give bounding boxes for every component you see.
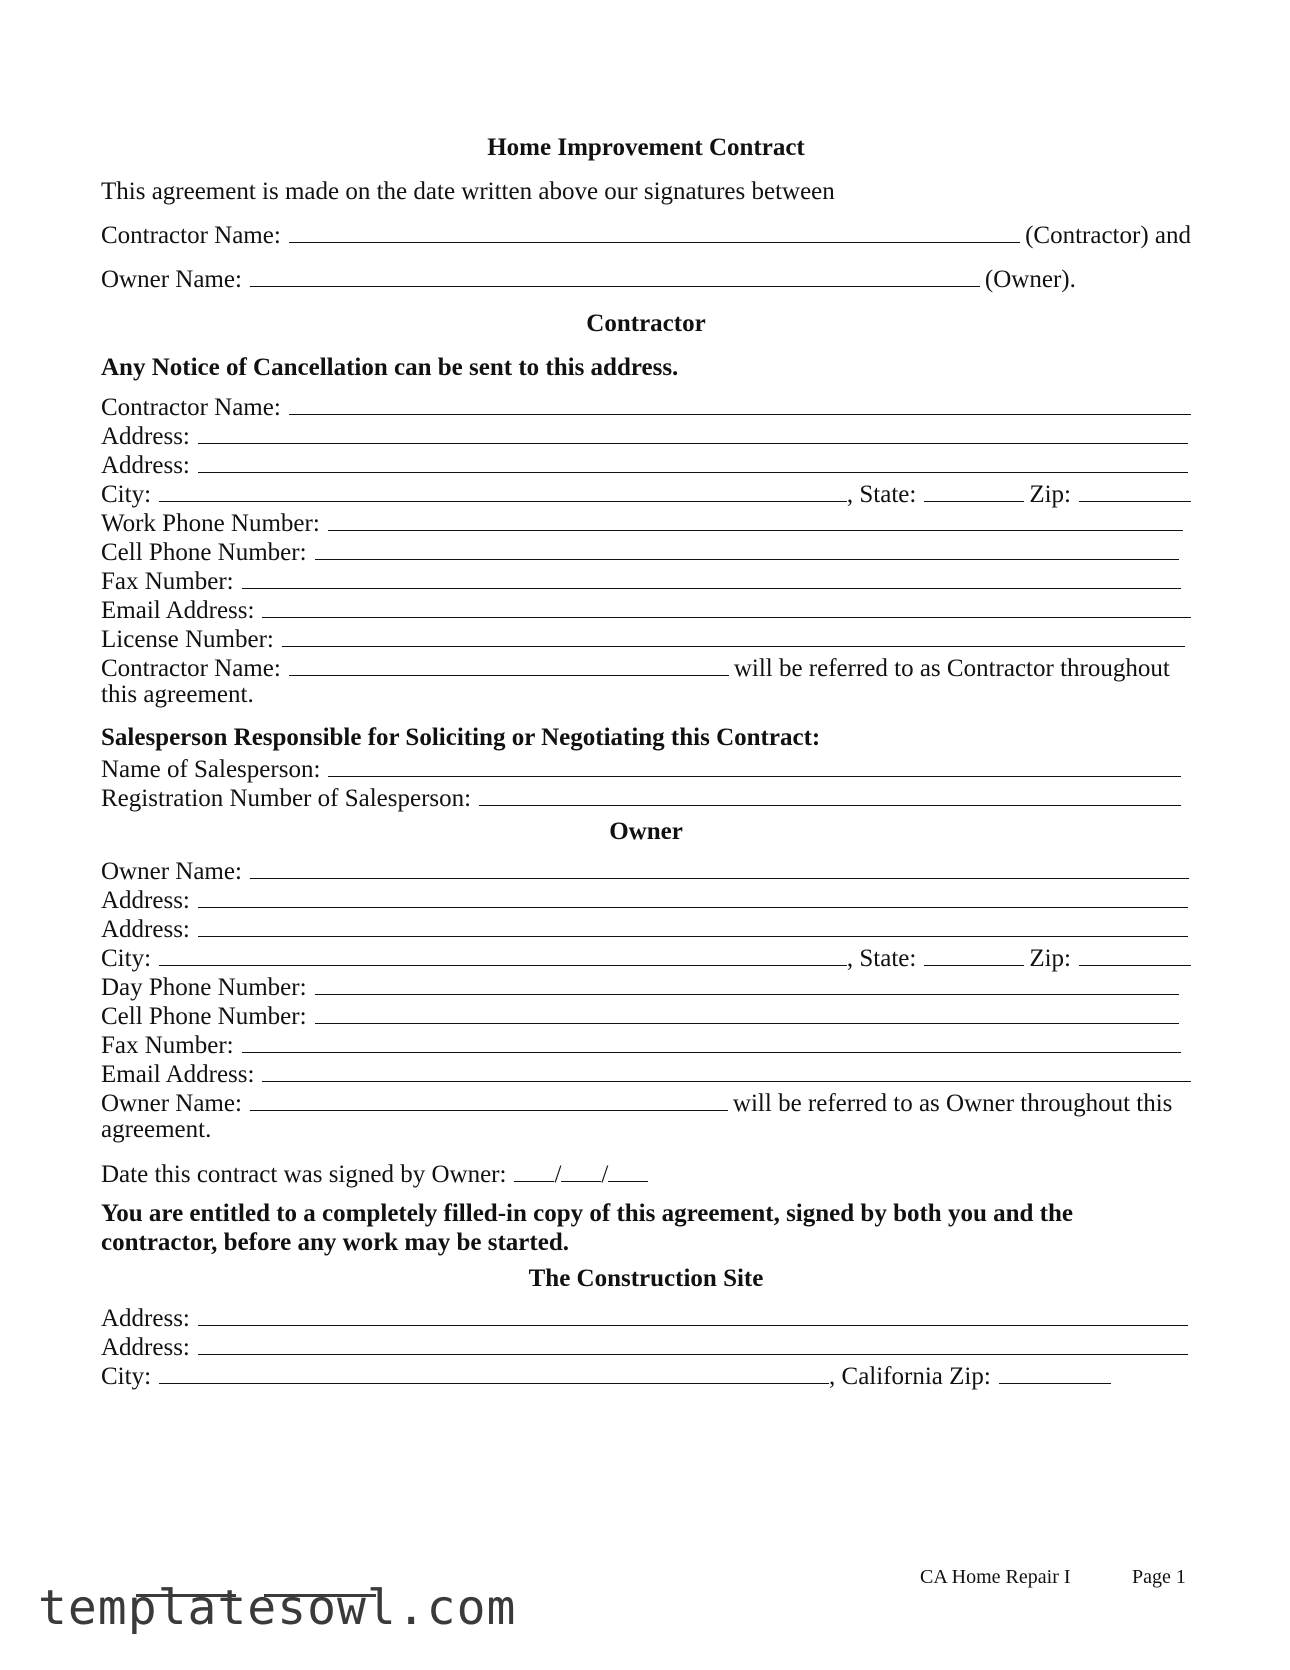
owner-heading: Owner xyxy=(609,818,683,845)
owner-fax-field[interactable] xyxy=(242,1028,1181,1053)
site-address2-field[interactable] xyxy=(198,1330,1188,1355)
owner-day-phone-field[interactable] xyxy=(315,970,1179,995)
contractor-work-phone-row xyxy=(101,506,1191,535)
date-separator: / xyxy=(601,1161,609,1188)
contractor-license-label: License Number: xyxy=(101,626,274,653)
owner-address2-label: Address: xyxy=(101,916,190,943)
contractor-city-field[interactable] xyxy=(159,477,847,502)
party-owner-row xyxy=(101,258,1191,302)
contractor-work-phone-label: Work Phone Number: xyxy=(101,510,320,537)
party-contractor-label: Contractor Name: xyxy=(101,222,281,249)
site-address-row xyxy=(101,1301,1191,1330)
contractor-heading: Contractor xyxy=(586,310,706,337)
salesperson-heading: Salesperson Responsible for Soliciting or Negotiating this Contract: xyxy=(101,724,821,751)
contractor-state-field[interactable] xyxy=(924,477,1024,502)
salesperson-name-row xyxy=(101,752,1191,781)
signed-date-year-field[interactable] xyxy=(608,1157,648,1182)
owner-address2-row xyxy=(101,912,1191,941)
owner-refer-label: Owner Name: xyxy=(101,1090,242,1117)
contractor-address2-label: Address: xyxy=(101,452,190,479)
site-heading: The Construction Site xyxy=(528,1265,764,1292)
site-zip-field[interactable] xyxy=(999,1359,1111,1384)
contractor-refer-field[interactable] xyxy=(289,651,729,676)
contractor-address-row xyxy=(101,419,1191,448)
owner-day-phone-row xyxy=(101,970,1191,999)
owner-name-label: Owner Name: xyxy=(101,858,242,885)
site-city-field[interactable] xyxy=(159,1359,829,1384)
salesperson-reg-label: Registration Number of Salesperson: xyxy=(101,785,472,812)
contractor-address2-field[interactable] xyxy=(198,448,1188,473)
contractor-email-row xyxy=(101,593,1191,622)
owner-cell-phone-label: Cell Phone Number: xyxy=(101,1003,307,1030)
owner-email-label: Email Address: xyxy=(101,1061,255,1088)
owner-zip-label: Zip: xyxy=(1029,945,1071,972)
owner-city-field[interactable] xyxy=(159,941,847,966)
owner-refer-field[interactable] xyxy=(250,1086,728,1111)
party-contractor-suffix: (Contractor) and xyxy=(1025,222,1191,249)
contractor-email-field[interactable] xyxy=(262,593,1191,618)
footer-page-number: Page 1 xyxy=(1132,1566,1186,1588)
contractor-fax-row xyxy=(101,564,1191,593)
owner-refer-row xyxy=(101,1086,1191,1115)
owner-day-phone-label: Day Phone Number: xyxy=(101,974,307,1001)
owner-state-field[interactable] xyxy=(924,941,1024,966)
contractor-refer-continued: this agreement. xyxy=(101,681,254,708)
party-owner-name-field[interactable] xyxy=(250,262,980,287)
owner-fax-label: Fax Number: xyxy=(101,1032,234,1059)
contractor-cell-phone-row xyxy=(101,535,1191,564)
salesperson-reg-row xyxy=(101,781,1191,810)
owner-city-label: City: xyxy=(101,945,152,972)
contractor-refer-row xyxy=(101,651,1191,680)
contractor-zip-label: Zip: xyxy=(1029,481,1071,508)
owner-refer-suffix: will be referred to as Owner throughout this xyxy=(732,1090,1173,1117)
contractor-work-phone-field[interactable] xyxy=(328,506,1183,531)
salesperson-name-label: Name of Salesperson: xyxy=(101,756,321,783)
contractor-fax-field[interactable] xyxy=(242,564,1181,589)
party-contractor-row xyxy=(101,214,1191,258)
contractor-address-label: Address: xyxy=(101,423,190,450)
cancellation-notice: Any Notice of Cancellation can be sent to this address. xyxy=(101,354,679,381)
party-owner-label: Owner Name: xyxy=(101,266,242,293)
contractor-name-row xyxy=(101,390,1191,419)
signed-date-row xyxy=(101,1157,1191,1186)
signed-date-month-field[interactable] xyxy=(514,1157,554,1182)
party-owner-suffix: (Owner). xyxy=(984,266,1076,293)
contractor-name-field[interactable] xyxy=(289,390,1191,415)
contractor-city-row xyxy=(101,477,1191,506)
owner-cell-phone-row xyxy=(101,999,1191,1028)
contractor-zip-field[interactable] xyxy=(1079,477,1191,502)
owner-state-label: , State: xyxy=(846,945,917,972)
contractor-address2-row xyxy=(101,448,1191,477)
owner-address-field[interactable] xyxy=(198,883,1188,908)
contractor-license-row xyxy=(101,622,1191,651)
entitled-notice: You are entitled to a completely filled-in copy of this agreement, signed by both you and the contractor, before any work may be started. xyxy=(101,1200,1073,1256)
contractor-cell-phone-label: Cell Phone Number: xyxy=(101,539,307,566)
owner-address2-field[interactable] xyxy=(198,912,1188,937)
owner-zip-field[interactable] xyxy=(1079,941,1191,966)
signed-date-day-field[interactable] xyxy=(561,1157,601,1182)
contractor-email-label: Email Address: xyxy=(101,597,255,624)
watermark-logo: templatesowl.com xyxy=(38,1580,517,1636)
owner-address-label: Address: xyxy=(101,887,190,914)
contractor-cell-phone-field[interactable] xyxy=(315,535,1179,560)
contractor-name-label: Contractor Name: xyxy=(101,394,281,421)
owner-refer-continued: agreement. xyxy=(101,1116,212,1143)
owner-address-row xyxy=(101,883,1191,912)
contract-page xyxy=(101,126,1191,1388)
contractor-address-field[interactable] xyxy=(198,419,1188,444)
footer-document-name: CA Home Repair I xyxy=(920,1566,1071,1588)
owner-email-field[interactable] xyxy=(262,1057,1191,1082)
document-title: Home Improvement Contract xyxy=(487,134,805,161)
owner-cell-phone-field[interactable] xyxy=(315,999,1179,1024)
owner-name-row xyxy=(101,854,1191,883)
site-address-label: Address: xyxy=(101,1305,190,1332)
site-address2-label: Address: xyxy=(101,1334,190,1361)
date-separator: / xyxy=(554,1161,562,1188)
contractor-fax-label: Fax Number: xyxy=(101,568,234,595)
contractor-refer-suffix: will be referred to as Contractor throughout xyxy=(733,655,1170,682)
salesperson-reg-field[interactable] xyxy=(479,781,1181,806)
contractor-city-label: City: xyxy=(101,481,152,508)
site-city-row xyxy=(101,1359,1191,1388)
signed-date-label: Date this contract was signed by Owner: xyxy=(101,1161,507,1188)
contractor-refer-label: Contractor Name: xyxy=(101,655,281,682)
contractor-license-field[interactable] xyxy=(282,622,1185,647)
owner-email-row xyxy=(101,1057,1191,1086)
site-address2-row xyxy=(101,1330,1191,1359)
site-city-label: City: xyxy=(101,1363,152,1390)
owner-fax-row xyxy=(101,1028,1191,1057)
intro-text: This agreement is made on the date written above our signatures between xyxy=(101,178,835,205)
site-zip-label: , California Zip: xyxy=(829,1363,991,1390)
site-address-field[interactable] xyxy=(198,1301,1188,1326)
party-contractor-name-field[interactable] xyxy=(289,218,1020,243)
owner-name-field[interactable] xyxy=(250,854,1189,879)
salesperson-name-field[interactable] xyxy=(328,752,1181,777)
owner-city-row xyxy=(101,941,1191,970)
contractor-state-label: , State: xyxy=(846,481,917,508)
